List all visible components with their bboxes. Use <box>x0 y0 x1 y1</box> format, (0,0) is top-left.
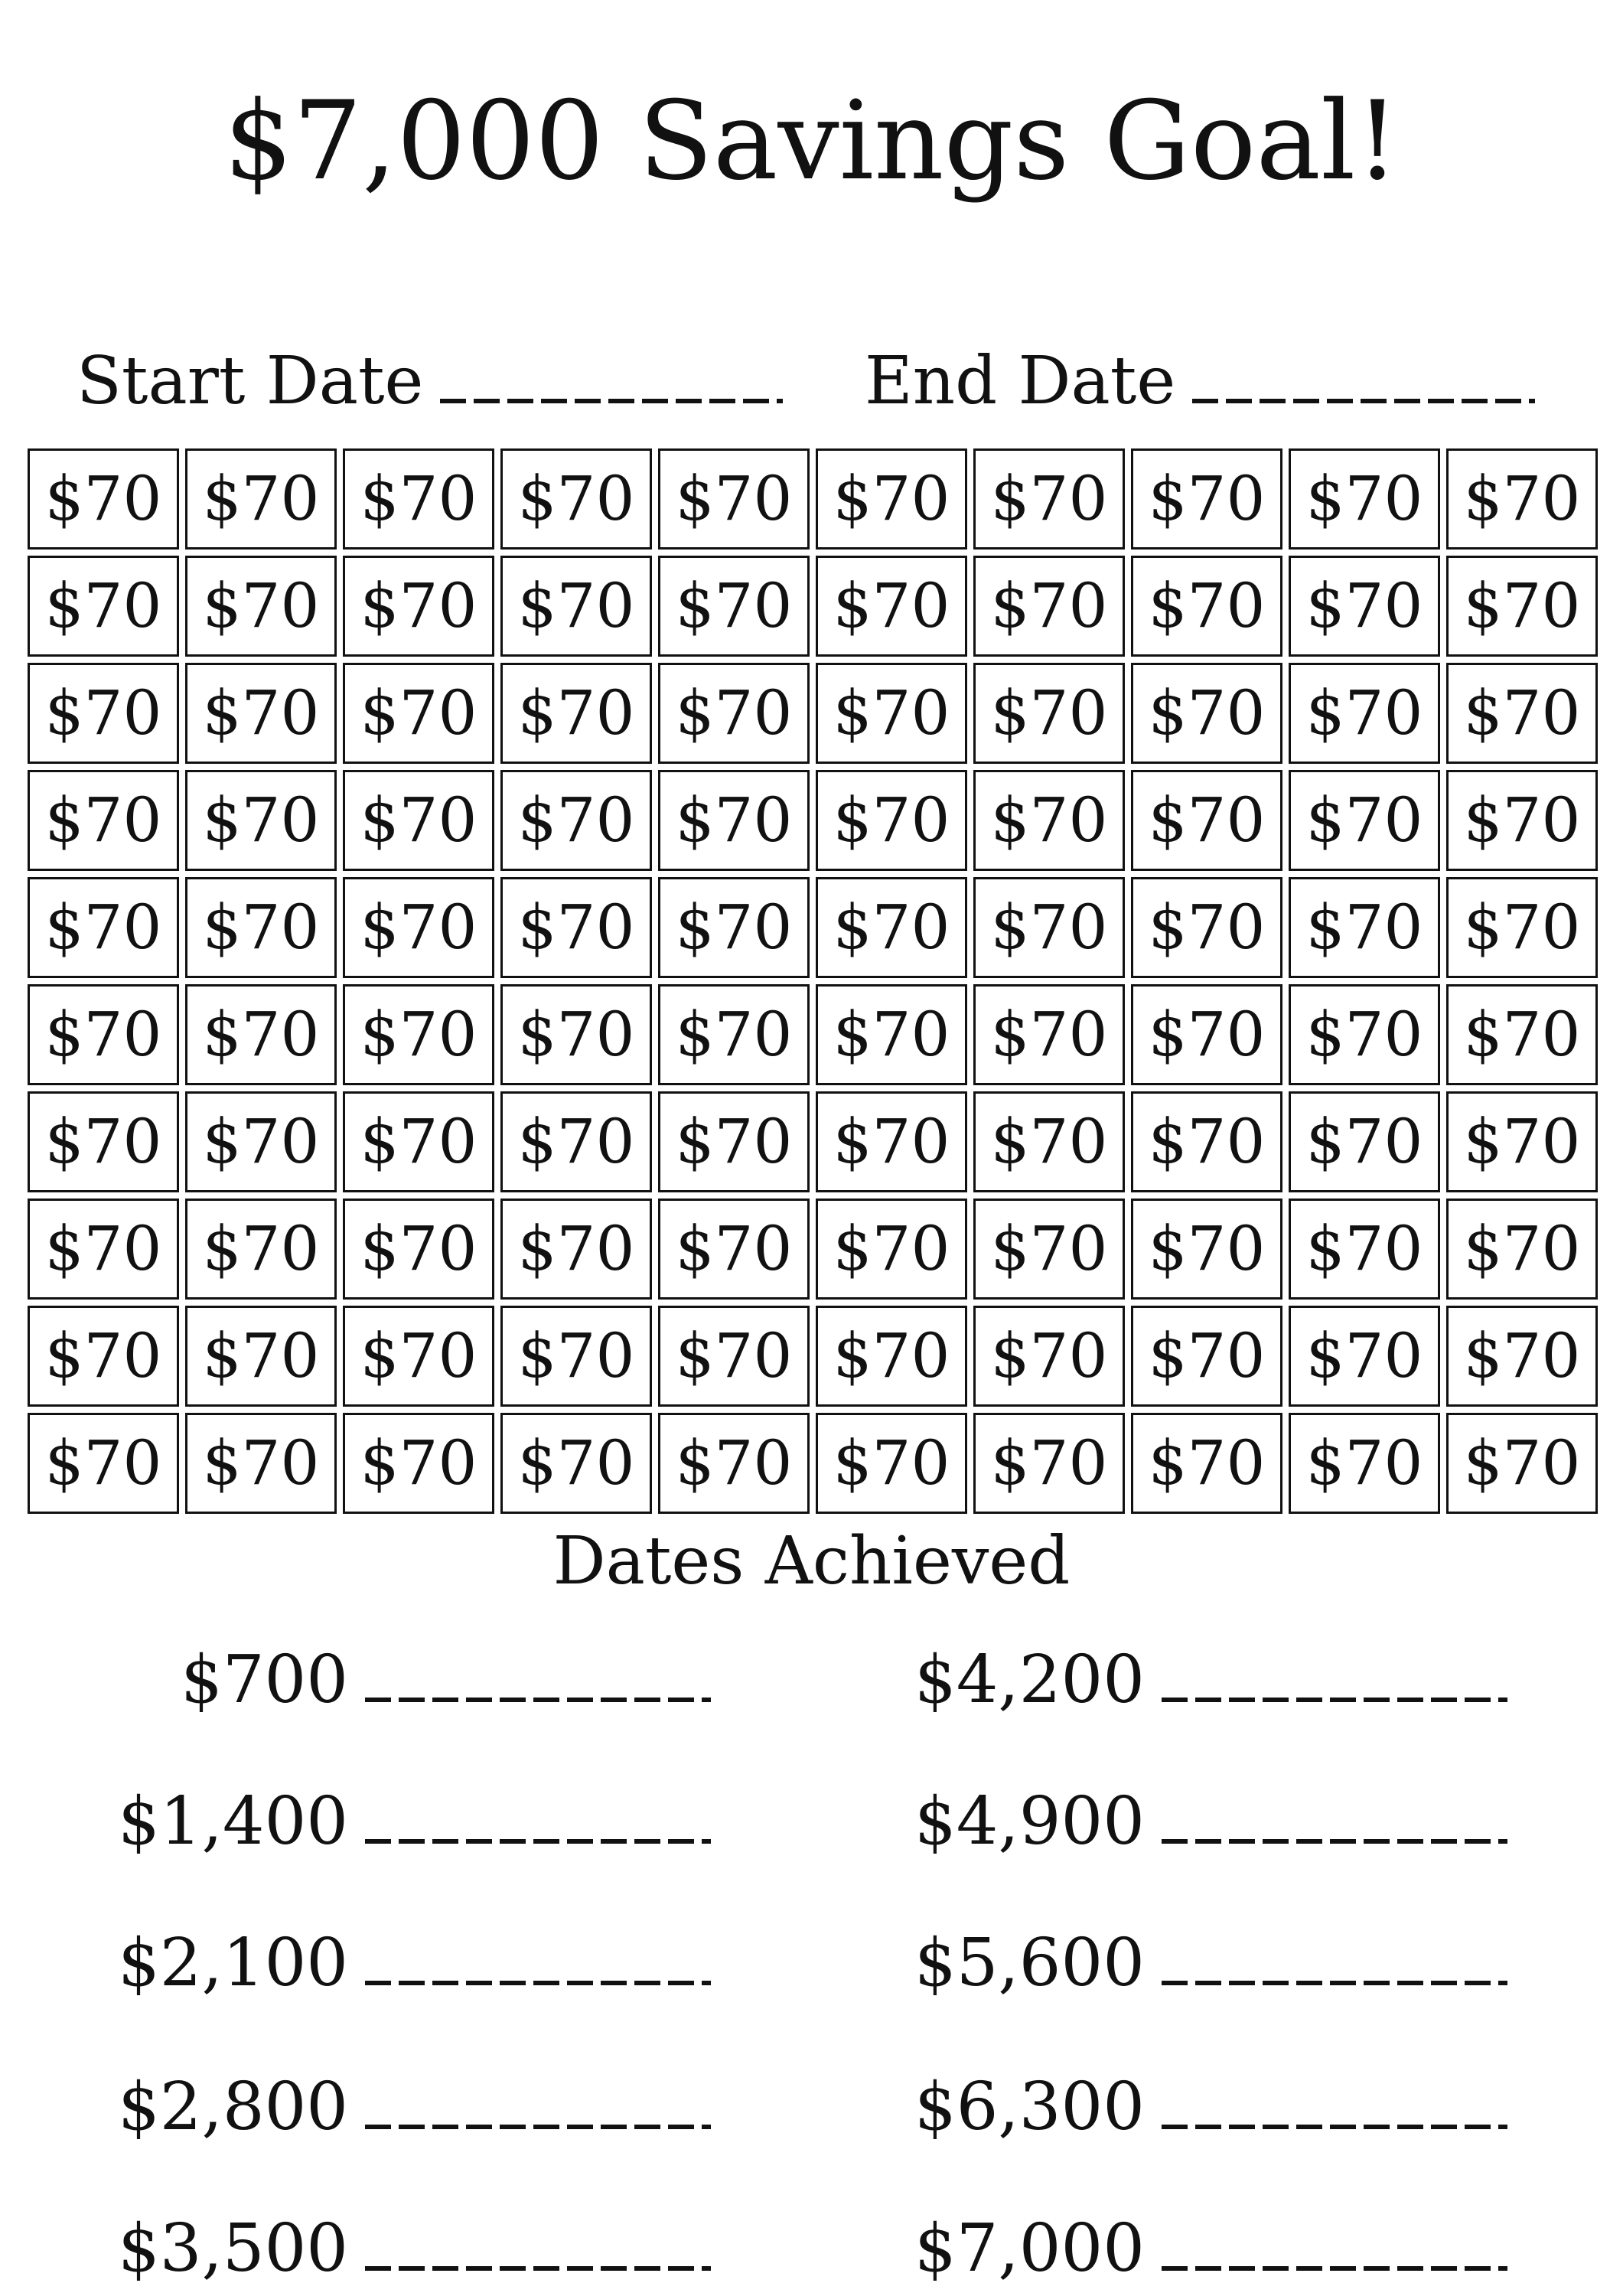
savings-cell[interactable]: $70 <box>1289 1306 1440 1407</box>
milestone-date-blank-line[interactable] <box>365 2266 711 2271</box>
milestone-row[interactable] <box>914 1925 1507 2001</box>
savings-cell[interactable]: $70 <box>816 1306 967 1407</box>
savings-cell[interactable]: $70 <box>1289 556 1440 657</box>
savings-cell[interactable]: $70 <box>185 984 337 1085</box>
milestone-row[interactable] <box>181 1642 711 1718</box>
savings-cell[interactable]: $70 <box>185 663 337 764</box>
milestone-amount: $5,600 <box>914 1925 1145 2001</box>
milestone-amount: $4,200 <box>914 1642 1145 1718</box>
savings-cell[interactable]: $70 <box>1131 448 1282 550</box>
savings-cell[interactable]: $70 <box>1131 556 1282 657</box>
savings-cell[interactable]: $70 <box>1289 984 1440 1085</box>
savings-cell[interactable]: $70 <box>658 556 810 657</box>
milestone-date-blank-line[interactable] <box>365 1839 711 1844</box>
savings-cell[interactable]: $70 <box>816 1413 967 1514</box>
savings-cell[interactable]: $70 <box>1446 984 1598 1085</box>
milestone-date-blank-line[interactable] <box>1162 1698 1507 1702</box>
milestone-amount: $700 <box>181 1642 348 1718</box>
savings-cell[interactable]: $70 <box>343 448 494 550</box>
savings-cell[interactable]: $70 <box>658 984 810 1085</box>
milestone-amount: $7,000 <box>914 2210 1145 2287</box>
savings-cell[interactable]: $70 <box>816 1199 967 1300</box>
savings-cell[interactable]: $70 <box>185 1199 337 1300</box>
savings-cell[interactable]: $70 <box>500 1199 652 1300</box>
savings-cell[interactable]: $70 <box>28 1199 179 1300</box>
savings-cell[interactable]: $70 <box>816 556 967 657</box>
milestone-amount: $6,300 <box>914 2069 1145 2145</box>
savings-cell[interactable]: $70 <box>185 877 337 978</box>
savings-cell[interactable]: $70 <box>816 448 967 550</box>
milestone-row[interactable] <box>914 2069 1507 2145</box>
savings-cell[interactable]: $70 <box>28 663 179 764</box>
savings-cell[interactable]: $70 <box>1289 1413 1440 1514</box>
savings-cell[interactable]: $70 <box>1131 877 1282 978</box>
savings-cell[interactable]: $70 <box>1446 556 1598 657</box>
savings-cell[interactable]: $70 <box>343 1199 494 1300</box>
savings-cell[interactable]: $70 <box>28 1413 179 1514</box>
savings-cell[interactable]: $70 <box>343 663 494 764</box>
savings-cell[interactable]: $70 <box>1446 770 1598 871</box>
savings-cell[interactable]: $70 <box>28 770 179 871</box>
savings-cell[interactable]: $70 <box>185 1413 337 1514</box>
milestone-row[interactable] <box>914 2210 1507 2287</box>
savings-cell[interactable]: $70 <box>28 984 179 1085</box>
milestone-row[interactable] <box>914 1642 1507 1718</box>
savings-cell[interactable]: $70 <box>28 877 179 978</box>
savings-cell[interactable]: $70 <box>500 984 652 1085</box>
milestone-date-blank-line[interactable] <box>1162 1981 1507 1985</box>
savings-cell[interactable]: $70 <box>658 1306 810 1407</box>
savings-cell[interactable]: $70 <box>816 663 967 764</box>
savings-cell[interactable]: $70 <box>1446 1091 1598 1192</box>
page-title: $7,000 Savings Goal! <box>223 78 1400 204</box>
savings-cell[interactable]: $70 <box>658 770 810 871</box>
savings-cell[interactable]: $70 <box>973 770 1125 871</box>
end-date-label: End Date <box>865 343 1176 419</box>
savings-cell[interactable]: $70 <box>658 663 810 764</box>
savings-cell[interactable]: $70 <box>500 556 652 657</box>
savings-cell[interactable]: $70 <box>1131 984 1282 1085</box>
start-date-label: Start Date <box>77 343 424 419</box>
savings-cell[interactable]: $70 <box>816 1091 967 1192</box>
milestone-date-blank-line[interactable] <box>1162 2266 1507 2271</box>
savings-cell[interactable]: $70 <box>1446 1199 1598 1300</box>
savings-cell[interactable]: $70 <box>1131 663 1282 764</box>
savings-cell[interactable]: $70 <box>1289 663 1440 764</box>
savings-cell[interactable]: $70 <box>658 1091 810 1192</box>
savings-cell[interactable]: $70 <box>973 1306 1125 1407</box>
milestone-date-blank-line[interactable] <box>1162 2125 1507 2129</box>
savings-cell[interactable]: $70 <box>1446 663 1598 764</box>
milestone-amount: $2,800 <box>118 2069 348 2145</box>
savings-cell[interactable]: $70 <box>1289 1091 1440 1192</box>
end-date-field[interactable] <box>865 343 1535 419</box>
milestone-date-blank-line[interactable] <box>365 1698 711 1702</box>
savings-cell[interactable]: $70 <box>973 556 1125 657</box>
milestone-amount: $1,400 <box>118 1783 348 1860</box>
milestone-row[interactable] <box>914 1783 1507 1860</box>
dates-achieved-heading: Dates Achieved <box>552 1523 1071 1600</box>
start-date-blank-line[interactable] <box>440 399 783 403</box>
savings-cell[interactable]: $70 <box>185 770 337 871</box>
savings-cell[interactable]: $70 <box>816 770 967 871</box>
savings-cell[interactable]: $70 <box>658 1413 810 1514</box>
milestone-row[interactable] <box>118 2210 711 2287</box>
savings-cell[interactable]: $70 <box>500 1306 652 1407</box>
savings-cell[interactable]: $70 <box>343 556 494 657</box>
milestone-row[interactable] <box>118 1783 711 1860</box>
savings-cell[interactable]: $70 <box>1289 877 1440 978</box>
savings-cell[interactable]: $70 <box>1131 1413 1282 1514</box>
savings-cell[interactable]: $70 <box>185 556 337 657</box>
savings-cell[interactable]: $70 <box>185 1306 337 1407</box>
milestone-amount: $4,900 <box>914 1783 1145 1860</box>
savings-cell[interactable]: $70 <box>343 1306 494 1407</box>
savings-cell[interactable]: $70 <box>1131 1199 1282 1300</box>
savings-cell[interactable]: $70 <box>500 1413 652 1514</box>
savings-cell[interactable]: $70 <box>973 1199 1125 1300</box>
milestone-date-blank-line[interactable] <box>1162 1839 1507 1844</box>
milestone-row[interactable] <box>118 2069 711 2145</box>
savings-cell[interactable]: $70 <box>973 984 1125 1085</box>
milestone-amount: $2,100 <box>118 1925 348 2001</box>
savings-cell[interactable]: $70 <box>973 1091 1125 1192</box>
savings-cell[interactable]: $70 <box>185 1091 337 1192</box>
savings-cell[interactable]: $70 <box>343 1413 494 1514</box>
savings-cell[interactable]: $70 <box>1131 770 1282 871</box>
end-date-blank-line[interactable] <box>1192 399 1535 403</box>
savings-cell[interactable]: $70 <box>500 448 652 550</box>
savings-cell[interactable]: $70 <box>1446 448 1598 550</box>
savings-cell[interactable]: $70 <box>500 770 652 871</box>
start-date-field[interactable] <box>77 343 783 419</box>
savings-cell[interactable]: $70 <box>343 1091 494 1192</box>
milestone-date-blank-line[interactable] <box>365 2125 711 2129</box>
savings-cell[interactable]: $70 <box>1289 770 1440 871</box>
savings-cell[interactable]: $70 <box>816 877 967 978</box>
milestone-row[interactable] <box>118 1925 711 2001</box>
savings-cell[interactable]: $70 <box>343 770 494 871</box>
milestone-date-blank-line[interactable] <box>365 1981 711 1985</box>
savings-cell[interactable]: $70 <box>973 663 1125 764</box>
savings-cell[interactable]: $70 <box>973 877 1125 978</box>
savings-cell[interactable]: $70 <box>28 448 179 550</box>
savings-cell[interactable]: $70 <box>1131 1306 1282 1407</box>
savings-cell[interactable]: $70 <box>658 1199 810 1300</box>
savings-cell[interactable]: $70 <box>816 984 967 1085</box>
savings-cell[interactable]: $70 <box>1446 1413 1598 1514</box>
savings-cell[interactable]: $70 <box>658 877 810 978</box>
savings-cell[interactable]: $70 <box>1446 877 1598 978</box>
savings-cell[interactable]: $70 <box>1289 1199 1440 1300</box>
savings-cell[interactable]: $70 <box>500 1091 652 1192</box>
savings-cell[interactable]: $70 <box>658 448 810 550</box>
savings-cell[interactable]: $70 <box>1131 1091 1282 1192</box>
milestone-amount: $3,500 <box>118 2210 348 2287</box>
savings-cell[interactable]: $70 <box>973 448 1125 550</box>
savings-cell[interactable]: $70 <box>185 448 337 550</box>
savings-cell[interactable]: $70 <box>28 1091 179 1192</box>
savings-cell[interactable]: $70 <box>500 877 652 978</box>
savings-cell[interactable]: $70 <box>1289 448 1440 550</box>
savings-cell[interactable]: $70 <box>343 984 494 1085</box>
savings-cell[interactable]: $70 <box>343 877 494 978</box>
savings-cell[interactable]: $70 <box>28 1306 179 1407</box>
savings-cell[interactable]: $70 <box>1446 1306 1598 1407</box>
savings-cell[interactable]: $70 <box>28 556 179 657</box>
savings-cell[interactable]: $70 <box>973 1413 1125 1514</box>
savings-grid <box>28 448 1598 1514</box>
savings-cell[interactable]: $70 <box>500 663 652 764</box>
